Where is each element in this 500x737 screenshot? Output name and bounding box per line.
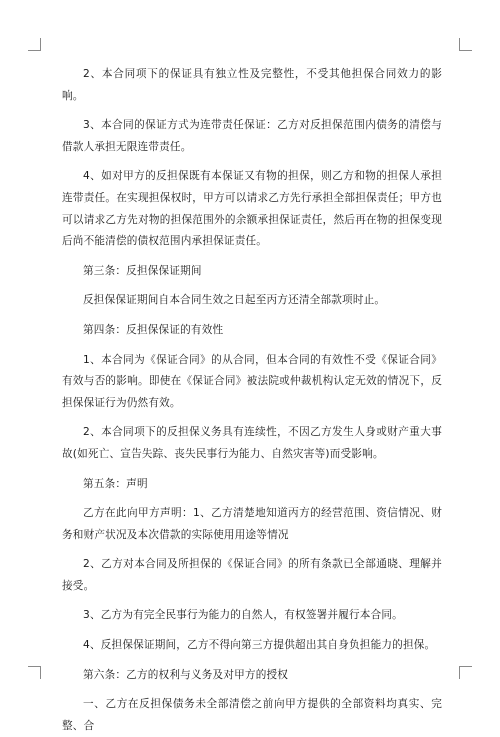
paragraph-clause-2-3: 3、本合同的保证方式为连带责任保证：乙方对反担保范围内债务的清偿与借款人承担无限连带责任。 bbox=[62, 119, 442, 153]
section-heading-article-5: 第五条：声明 bbox=[83, 477, 148, 490]
paragraph-clause-4-1: 1、本合同为《保证合同》的从合同，但本合同的有效性不受《保证合同》有效与否的影响。即使在《保证合同》被法院或仲裁机构认定无效的情况下，反担保保证行为仍然有效。 bbox=[62, 353, 442, 409]
crop-mark-bottom-left bbox=[28, 666, 41, 679]
paragraph-clause-5-1: 乙方在此向甲方声明：1、乙方清楚地知道丙方的经营范围、资信情况、财务和财产状况及本次借款的实际使用用途等情况 bbox=[62, 507, 442, 541]
crop-mark-bottom-right bbox=[459, 666, 472, 679]
paragraph-clause-2-2: 2、本合同项下的保证具有独立性及完整性，不受其他担保合同效力的影响。 bbox=[62, 68, 442, 102]
section-heading-article-4: 第四条：反担保保证的有效性 bbox=[83, 323, 224, 336]
paragraph-article-3-body: 反担保保证期间自本合同生效之日起至丙方还清全部款项时止。 bbox=[83, 294, 386, 307]
paragraph-clause-4-2: 2、本合同项下的反担保义务具有连续性，不因乙方发生人身或财产重大事故(如死亡、宣告失踪、丧失民事行为能力、自然灾害等)而受影响。 bbox=[62, 426, 442, 460]
paragraph-clause-6-1: 一、乙方在反担保债务未全部清偿之前向甲方提供的全部资料均真实、完整、合 bbox=[62, 698, 442, 732]
paragraph-clause-2-4: 4、如对甲方的反担保既有本保证又有物的担保，则乙方和物的担保人承担连带责任。在实现担保权时，甲方可以请求乙方先行承担全部担保责任；甲方也可以请求乙方先对物的担保范围外的余额承担保证责任，然后再在物的担保变现后尚不能清偿的债权范围内承担保证责任。 bbox=[62, 170, 442, 248]
crop-mark-top-right bbox=[459, 38, 472, 51]
paragraph-clause-5-4: 4、反担保保证期间，乙方不得向第三方提供超出其自身负担能力的担保。 bbox=[83, 639, 436, 652]
crop-mark-top-left bbox=[28, 38, 41, 51]
section-heading-article-3: 第三条：反担保保证期间 bbox=[83, 264, 202, 277]
paragraph-clause-5-3: 3、乙方为有完全民事行为能力的自然人，有权签署并履行本合同。 bbox=[83, 609, 403, 622]
paragraph-clause-5-2: 2、乙方对本合同及所担保的《保证合同》的所有条款已全部通晓、理解并接受。 bbox=[62, 558, 442, 592]
document-body bbox=[62, 64, 442, 737]
section-heading-article-6: 第六条：乙方的权利与义务及对甲方的授权 bbox=[83, 668, 289, 681]
